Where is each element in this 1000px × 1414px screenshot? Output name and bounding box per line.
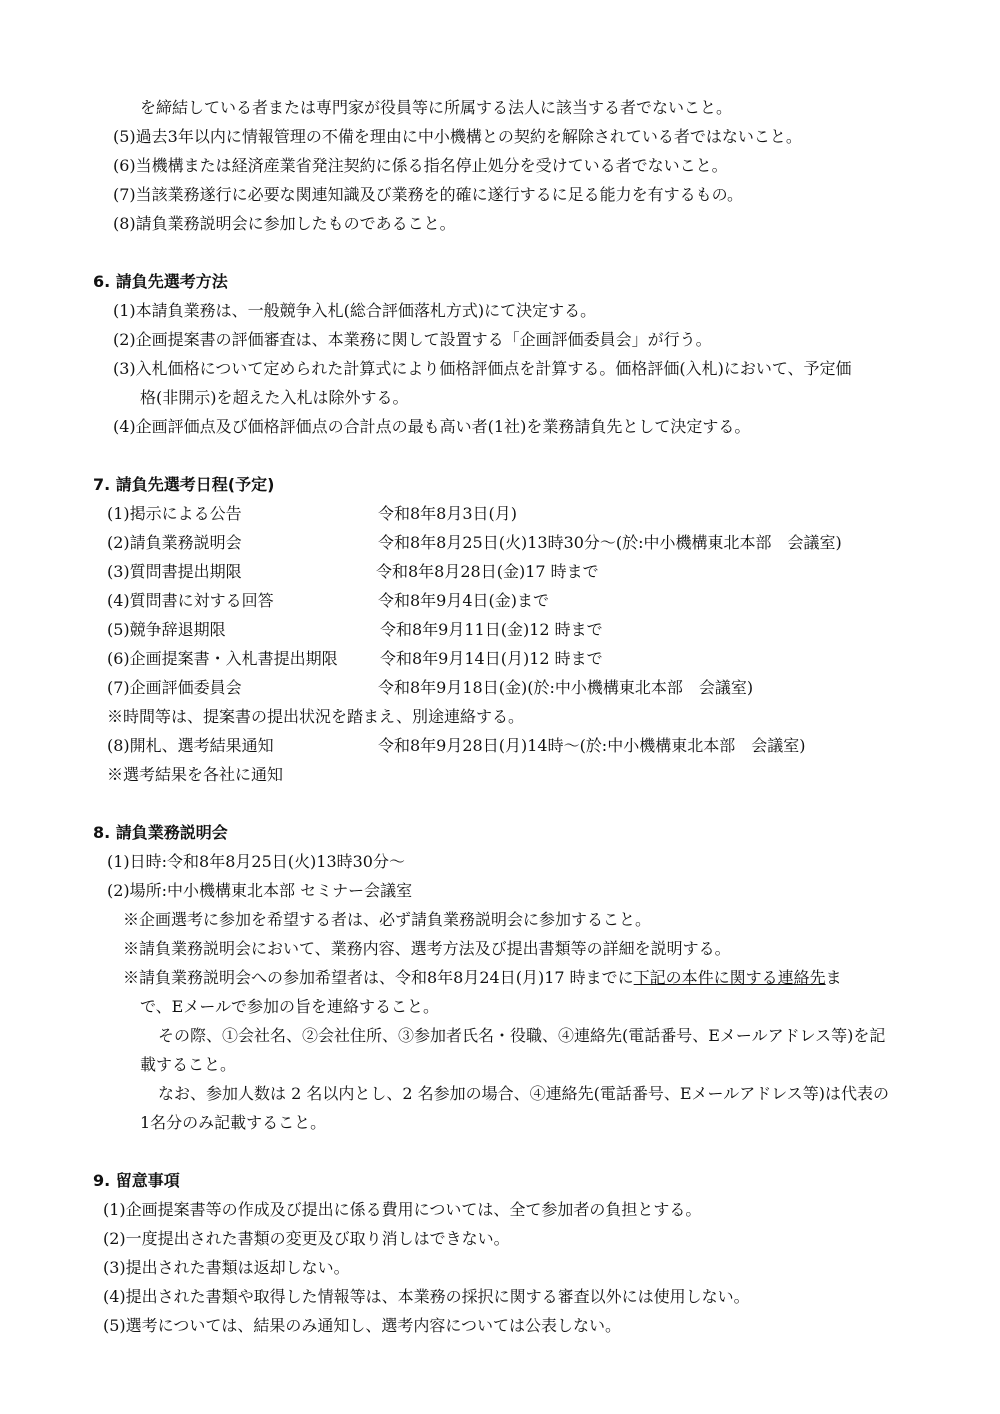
- schedule-value: 令和8年8月28日(金)17 時まで: [376, 562, 599, 581]
- schedule-note: ※選考結果を各社に通知: [107, 765, 284, 784]
- intro-continuation: を締結している者または専門家が役員等に所属する法人に該当する者でないこと。: [140, 98, 733, 117]
- briefing-para-2-cont: 1名分のみ記載すること。: [140, 1113, 327, 1132]
- intro-item-5: (5)過去3年以内に情報管理の不備を理由に中小機構との契約を解除されている者ではないこと。: [113, 127, 802, 146]
- contact-reference-link[interactable]: 下記の本件に関する連絡先: [633, 968, 826, 987]
- briefing-para-2: なお、参加人数は 2 名以内とし、2 名参加の場合、④連絡先(電話番号、Eメールアドレス等)は代表の: [158, 1084, 889, 1103]
- schedule-value: 令和8年8月25日(火)13時30分～(於:中小機構東北本部 会議室): [378, 533, 842, 552]
- briefing-note-3-text: ※請負業務説明会への参加希望者は、令和8年8月24日(月)17 時までに: [123, 968, 634, 987]
- intro-item-8: (8)請負業務説明会に参加したものであること。: [113, 214, 456, 233]
- section-7-title: 7. 請負先選考日程(予定): [93, 475, 275, 494]
- schedule-label: (6)企画提案書・入札書提出期限: [107, 649, 338, 668]
- section-9-title: 9. 留意事項: [93, 1171, 180, 1190]
- section-6-item-3-cont: 格(非開示)を超えた入札は除外する。: [140, 388, 409, 407]
- briefing-para-1: その際、①会社名、②会社住所、③参加者氏名・役職、④連絡先(電話番号、Eメールアドレス等)を記: [158, 1026, 886, 1045]
- briefing-note-2: ※請負業務説明会において、業務内容、選考方法及び提出書類等の詳細を説明する。: [123, 939, 731, 958]
- section-6-item-4: (4)企画評価点及び価格評価点の合計点の最も高い者(1社)を業務請負先として決定する。: [113, 417, 751, 436]
- intro-item-6: (6)当機構または経済産業省発注契約に係る指名停止処分を受けている者でないこと。: [113, 156, 728, 175]
- section-8-title: 8. 請負業務説明会: [93, 823, 228, 842]
- briefing-para-1-cont: 載すること。: [140, 1055, 237, 1074]
- briefing-note-3-tail: ま: [825, 968, 842, 987]
- schedule-value: 令和8年9月11日(金)12 時まで: [380, 620, 603, 639]
- notice-item: (1)企画提案書等の作成及び提出に係る費用については、全て参加者の負担とする。: [103, 1200, 702, 1219]
- section-6-item-1: (1)本請負業務は、一般競争入札(総合評価落札方式)にて決定する。: [113, 301, 597, 320]
- briefing-note-3-cont: で、Eメールで参加の旨を連絡すること。: [140, 997, 440, 1016]
- schedule-label: (2)請負業務説明会: [107, 533, 242, 552]
- schedule-label: (3)質問書提出期限: [107, 562, 242, 581]
- schedule-label: (7)企画評価委員会: [107, 678, 242, 697]
- notice-item: (4)提出された書類や取得した情報等は、本業務の採択に関する審査以外には使用しない。: [103, 1287, 750, 1306]
- schedule-value: 令和8年9月18日(金)(於:中小機構東北本部 会議室): [378, 678, 754, 697]
- briefing-location: (2)場所:中小機構東北本部 セミナー会議室: [107, 881, 413, 900]
- schedule-value: 令和8年9月28日(月)14時～(於:中小機構東北本部 会議室): [378, 736, 806, 755]
- schedule-note: ※時間等は、提案書の提出状況を踏まえ、別途連絡する。: [107, 707, 524, 726]
- notice-item: (3)提出された書類は返却しない。: [103, 1258, 350, 1277]
- schedule-label: (4)質問書に対する回答: [107, 591, 274, 610]
- schedule-label: (8)開札、選考結果通知: [107, 736, 274, 755]
- schedule-value: 令和8年9月14日(月)12 時まで: [380, 649, 603, 668]
- schedule-label: (1)掲示による公告: [107, 504, 242, 523]
- briefing-note-3: [123, 967, 842, 989]
- intro-item-7: (7)当該業務遂行に必要な関連知識及び業務を的確に遂行するに足る能力を有するもの。: [113, 185, 744, 204]
- schedule-value: 令和8年9月4日(金)まで: [378, 591, 550, 610]
- notice-item: (2)一度提出された書類の変更及び取り消しはできない。: [103, 1229, 510, 1248]
- section-6-title: 6. 請負先選考方法: [93, 272, 228, 291]
- section-6-item-2: (2)企画提案書の評価審査は、本業務に関して設置する「企画評価委員会」が行う。: [113, 330, 712, 349]
- briefing-datetime: (1)日時:令和8年8月25日(火)13時30分～: [107, 852, 405, 871]
- schedule-value: 令和8年8月3日(月): [378, 504, 518, 523]
- schedule-label: (5)競争辞退期限: [107, 620, 226, 639]
- briefing-note-1: ※企画選考に参加を希望する者は、必ず請負業務説明会に参加すること。: [123, 910, 652, 929]
- notice-item: (5)選考については、結果のみ通知し、選考内容については公表しない。: [103, 1316, 622, 1335]
- section-6-item-3: (3)入札価格について定められた計算式により価格評価点を計算する。価格評価(入札)において、予定価: [113, 359, 852, 378]
